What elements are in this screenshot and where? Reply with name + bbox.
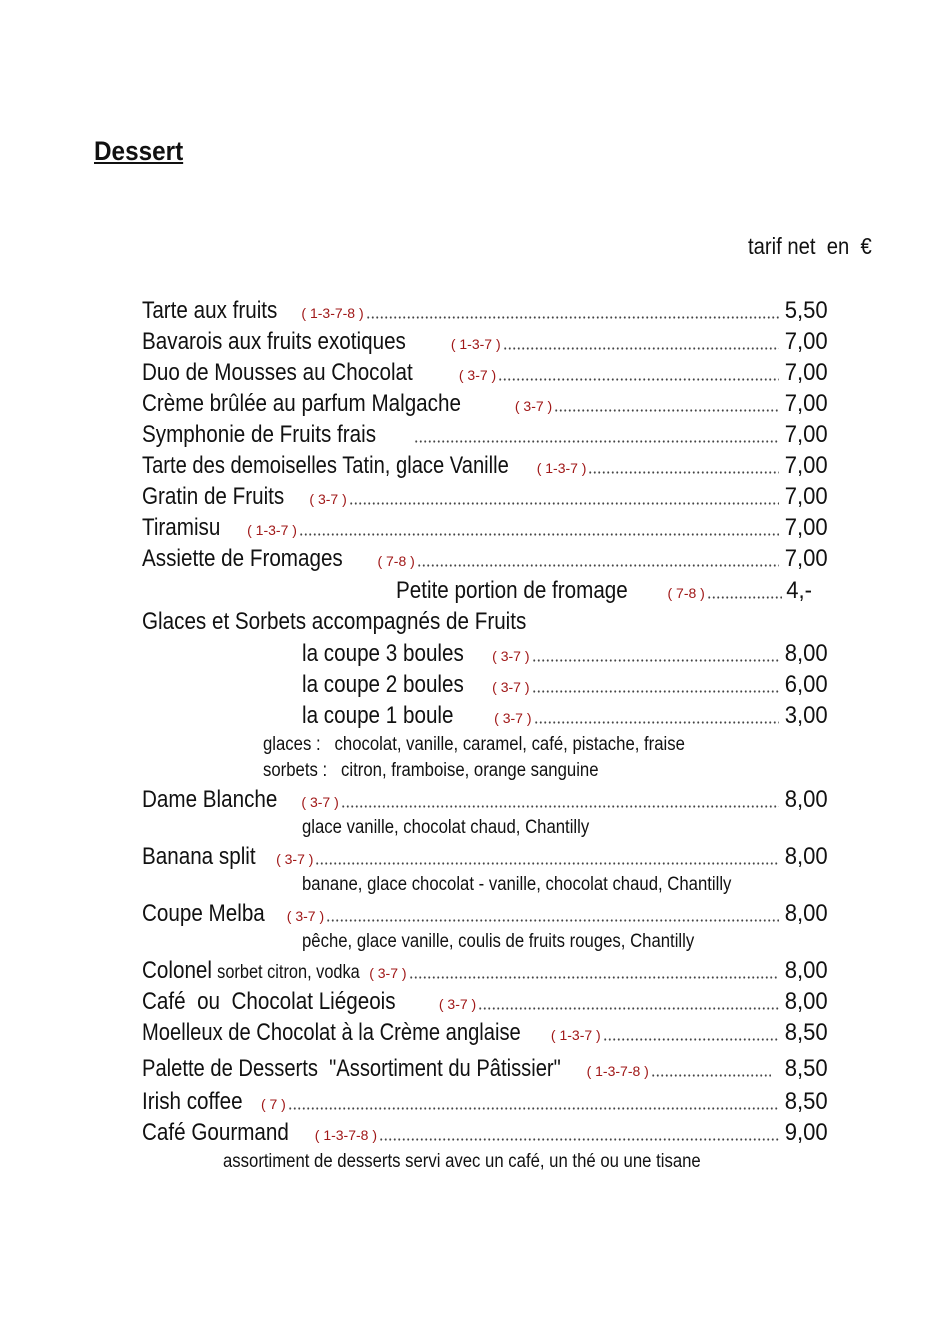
dot-leader [366,295,780,326]
dot-leader [417,543,780,574]
menu-item-coupe-3-boules [302,638,828,669]
glaces-heading: Glaces et Sorbets accompagnés de Fruits [142,608,527,635]
item-price: 3,00 [785,702,828,729]
allergen-code: ( 3-7 ) [492,679,530,695]
item-price: 7,00 [785,421,828,448]
tarif-label: tarif net en € [748,233,872,259]
item-price: 7,00 [785,359,828,386]
menu-item-gratin [142,481,828,512]
allergen-code: ( 1-3-7-8 ) [586,1063,649,1079]
allergen-code: ( 7-8 ) [377,553,415,569]
item-price: 8,00 [785,988,828,1015]
menu-item-dame-blanche [142,784,828,815]
item-price: 7,00 [785,545,828,572]
dot-leader [532,638,780,669]
allergen-code: ( 1-3-7 ) [450,336,501,352]
item-name: Gratin de Fruits [142,483,285,510]
dot-leader [651,1053,771,1084]
dame-blanche-description: glace vanille, chocolat chaud, Chantilly [302,817,590,838]
menu-item-tarte-aux-fruits [142,295,828,326]
dot-leader [478,986,779,1017]
allergen-code: ( 7 ) [260,1096,286,1112]
dot-leader [603,1017,780,1048]
item-price: 7,00 [785,390,828,417]
banana-split-description: banane, glace chocolat - vanille, chocolat chaud, Chantilly [302,874,732,895]
allergen-code: ( 3-7 ) [492,648,530,664]
item-name: Duo de Mousses au Chocolat [142,359,413,386]
item-price: 8,50 [785,1055,828,1082]
allergen-code: ( 3-7 ) [514,398,553,414]
item-name: Dame Blanche [142,786,278,813]
item-name: Café ou Chocolat Liégeois [142,988,396,1015]
item-price: 7,00 [785,514,828,541]
menu-item-palette [142,1053,828,1084]
dot-leader [503,326,780,357]
item-name: Irish coffee [142,1088,243,1115]
allergen-code: ( 1-3-7 ) [247,522,297,538]
menu-item-tarte-tatin [142,450,828,481]
menu-item-petite-portion [396,575,812,606]
allergen-code: ( 1-3-7 ) [536,460,587,476]
item-name: Symphonie de Fruits frais [142,421,377,448]
allergen-code: ( 3-7 ) [301,794,339,810]
dot-leader [498,357,779,388]
menu-item-irish-coffee [142,1086,828,1117]
item-price: 7,00 [785,452,828,479]
dot-leader [409,955,780,986]
item-name: la coupe 2 boules [302,671,464,698]
item-price: 8,00 [785,640,828,667]
item-name: Coupe Melba [142,900,265,927]
menu-item-cafe-liegeois [142,986,828,1017]
item-price: 6,00 [785,671,828,698]
dot-leader [299,512,779,543]
dot-leader [341,784,780,815]
dot-leader [554,388,779,419]
menu-item-banana-split [142,841,828,872]
item-name: Banana split [142,843,256,870]
item-name: Tiramisu [142,514,221,541]
allergen-code: ( 1-3-7 ) [550,1027,601,1043]
dot-leader [315,841,779,872]
item-price: 8,00 [785,900,828,927]
item-name: Petite portion de fromage [396,577,628,604]
menu-item-assiette-fromages [142,543,828,574]
item-name: Tarte aux fruits [142,297,278,324]
allergen-code: ( 3-7 ) [438,996,477,1012]
menu-item-tiramisu [142,512,828,543]
menu-item-cafe-gourmand [142,1117,828,1148]
menu-item-coupe-1-boule [302,700,828,731]
menu-item-bavarois [142,326,828,357]
allergen-code: ( 3-7 ) [458,367,497,383]
item-price: 8,00 [785,957,828,984]
sorbets-flavours: sorbets : citron, framboise, orange sanguine [263,760,599,781]
menu-item-coupe-2-boules [302,669,828,700]
item-name: Tarte des demoiselles Tatin, glace Vanille [142,452,509,479]
menu-item-moelleux [142,1017,828,1048]
item-name: Crème brûlée au parfum Malgache [142,390,461,417]
dot-leader [414,419,779,450]
item-name: Assiette de Fromages [142,545,343,572]
dot-leader [588,450,779,481]
coupe-melba-description: pêche, glace vanille, coulis de fruits rouges, Chantilly [302,931,695,952]
allergen-code: ( 3-7 ) [494,710,532,726]
dot-leader [349,481,780,512]
menu-item-colonel [142,955,828,986]
item-price: 7,00 [785,483,828,510]
item-price: 8,00 [785,786,828,813]
allergen-code: ( 1-3-7-8 ) [314,1127,377,1143]
item-price: 9,00 [785,1119,828,1146]
dot-leader [534,700,780,731]
allergen-code: ( 1-3-7-8 ) [301,305,364,321]
glaces-flavours: glaces : chocolat, vanille, caramel, café, pistache, fraise [263,734,685,755]
item-price: 5,50 [785,297,828,324]
menu-item-symphonie [142,419,828,450]
cafe-gourmand-description: assortiment de desserts servi avec un café, un thé ou une tisane [223,1151,701,1172]
dot-leader [288,1086,779,1117]
item-price: 7,00 [785,328,828,355]
menu-item-duo-mousses [142,357,828,388]
item-name: Palette de Desserts "Assortiment du Pâtissier" [142,1055,561,1082]
page-title: Dessert [94,136,184,166]
item-name [142,955,360,988]
dot-leader [532,669,780,700]
item-name: la coupe 3 boules [302,640,464,667]
menu-item-creme-brulee [142,388,828,419]
allergen-code: ( 7-8 ) [667,585,705,601]
allergen-code: ( 3-7 ) [309,491,347,507]
dot-leader [707,575,782,606]
dot-leader [379,1117,779,1148]
allergen-code: ( 3-7 ) [276,851,314,867]
item-price: 8,00 [785,843,828,870]
item-price: 4,- [786,577,812,604]
item-price: 8,50 [785,1019,828,1046]
item-name-text: Colonel [142,957,212,984]
allergen-code: ( 3-7 ) [286,908,325,924]
item-name: Café Gourmand [142,1119,289,1146]
menu-item-coupe-melba [142,898,828,929]
item-name: la coupe 1 boule [302,702,454,729]
item-note: sorbet citron, vodka [217,962,360,983]
item-price: 8,50 [785,1088,828,1115]
allergen-code: ( 3-7 ) [369,965,407,981]
item-name: Moelleux de Chocolat à la Crème anglaise [142,1019,521,1046]
item-name: Bavarois aux fruits exotiques [142,328,406,355]
dot-leader [326,898,779,929]
